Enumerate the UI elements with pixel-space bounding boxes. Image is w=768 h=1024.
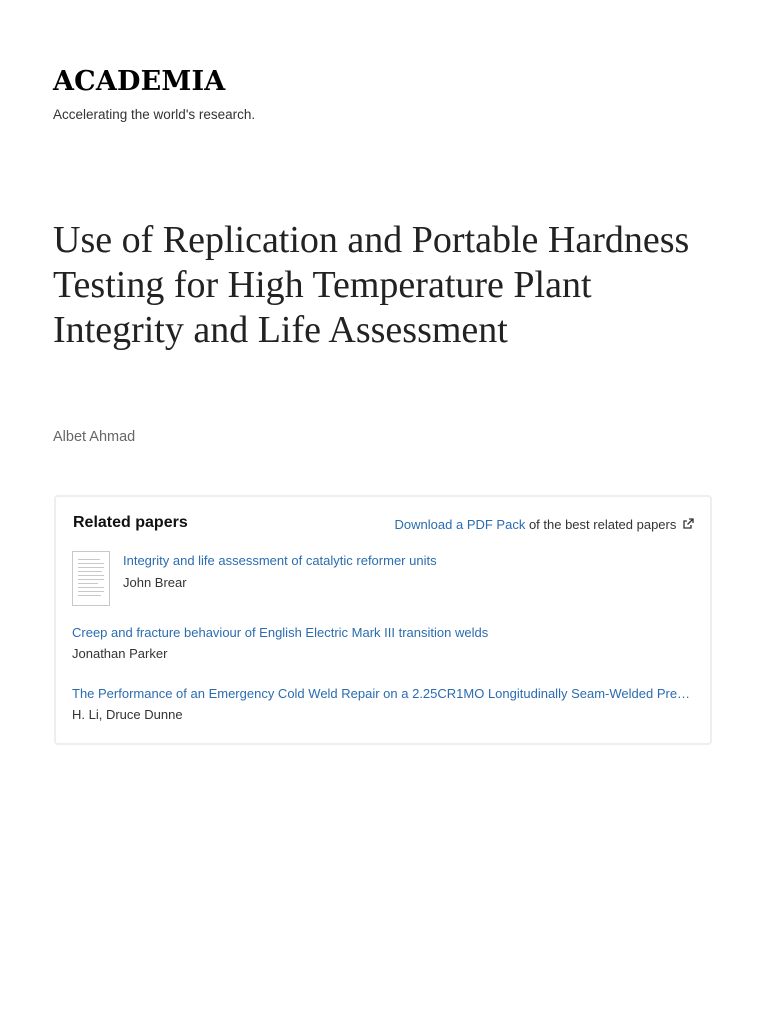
related-paper-authors-1: John Brear xyxy=(123,575,187,590)
external-link-icon[interactable] xyxy=(682,518,694,530)
related-papers-heading: Related papers xyxy=(73,514,188,531)
related-paper-authors-2: Jonathan Parker xyxy=(72,646,168,661)
pdf-pack-suffix: of the best related papers xyxy=(525,517,677,532)
download-pdf-pack-link[interactable]: Download a PDF Pack xyxy=(394,517,526,532)
related-paper-link-2[interactable]: Creep and fracture behaviour of English Electric Mark III transition welds xyxy=(72,625,489,640)
related-paper-link-1[interactable]: Integrity and life assessment of catalytic reformer units xyxy=(123,553,437,568)
tagline: Accelerating the world's research. xyxy=(53,107,256,122)
related-paper-link-3[interactable]: The Performance of an Emergency Cold Weld Repair on a 2.25CR1MO Longitudinally Seam-Welded Pre… xyxy=(72,686,691,701)
document-title: Use of Replication and Portable Hardness Testing for High Temperature Plant Integrity and Life Assessment xyxy=(53,219,690,351)
pdf-pack-line xyxy=(395,517,694,532)
document-author: Albet Ahmad xyxy=(53,429,136,445)
related-paper-authors-3: H. Li, Druce Dunne xyxy=(72,707,183,722)
document-thumbnail-icon[interactable] xyxy=(72,551,110,606)
academia-logo[interactable]: ACADEMIA xyxy=(53,66,226,97)
related-papers-card xyxy=(54,495,712,745)
